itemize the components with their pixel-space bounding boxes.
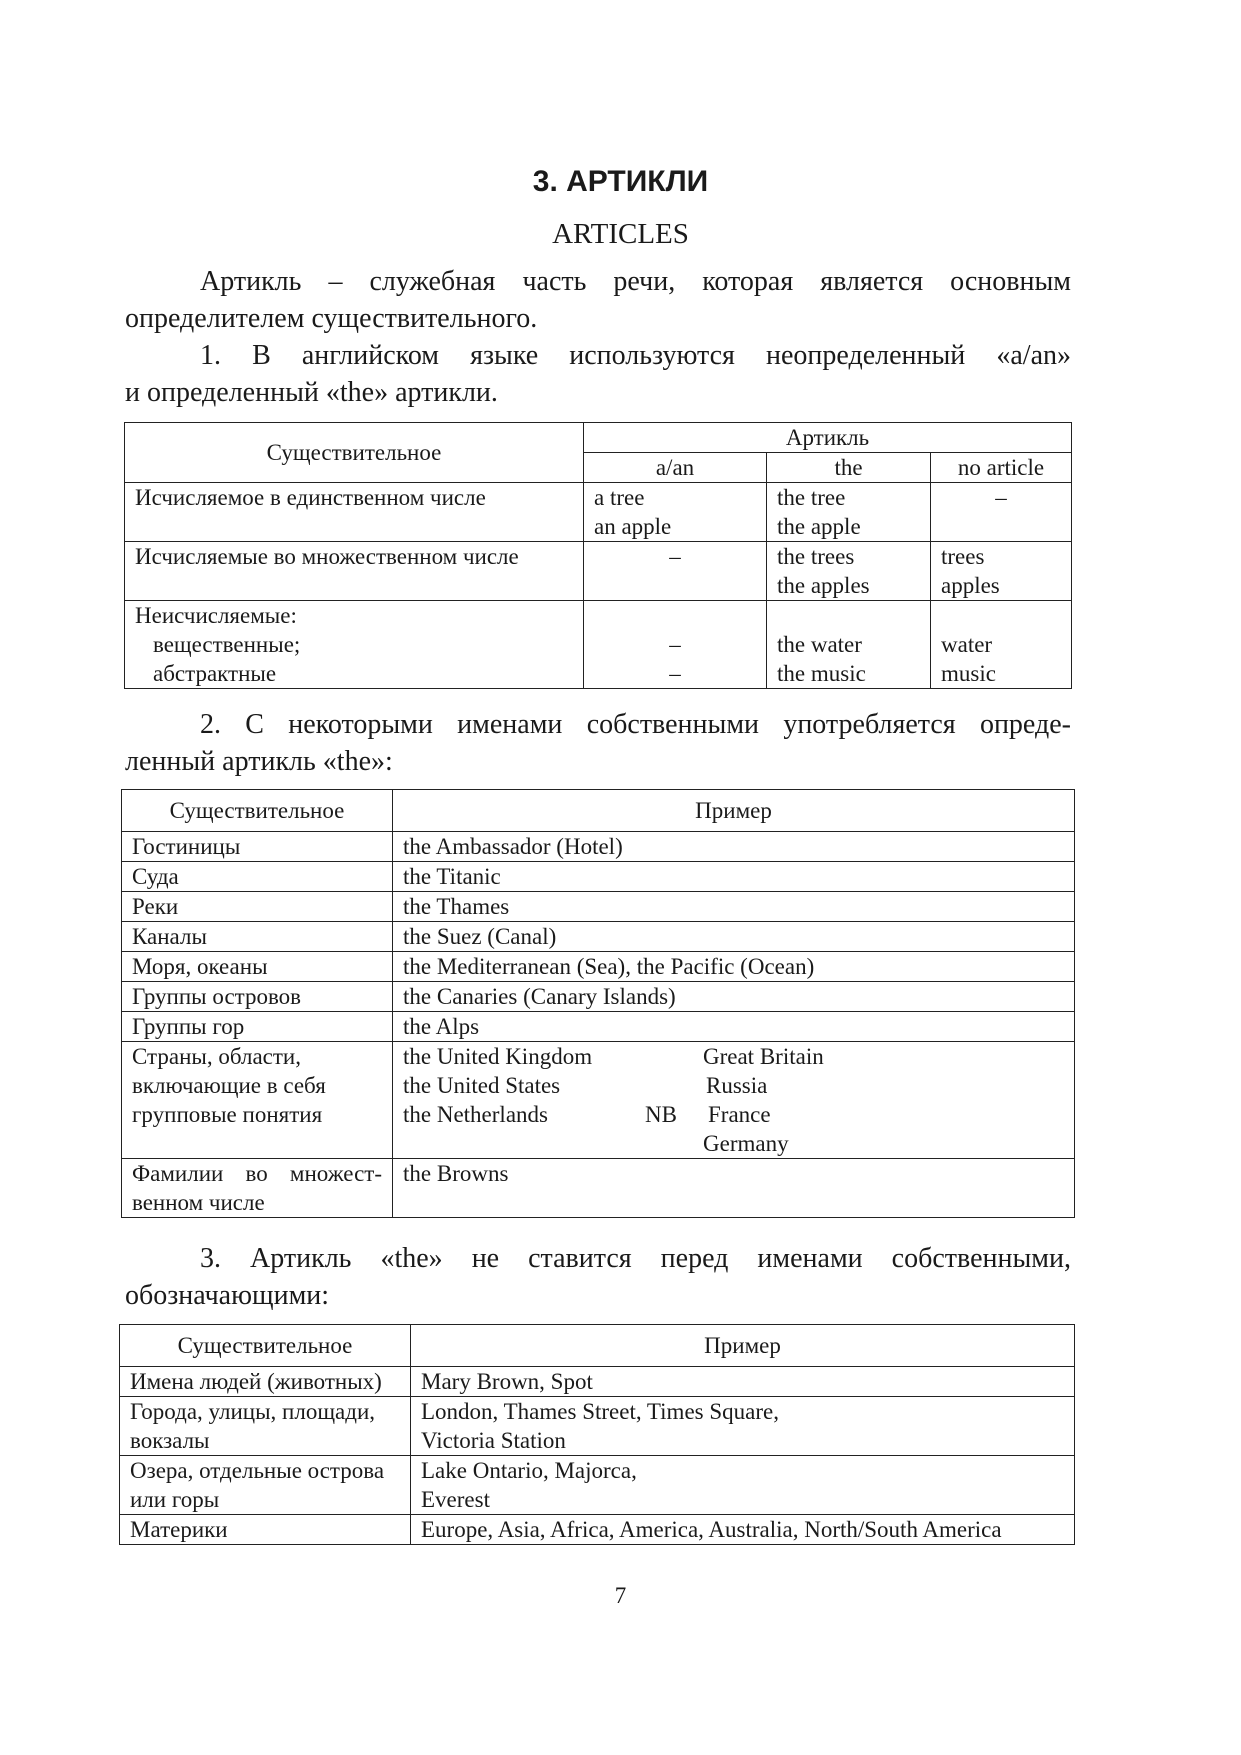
section1-paragraph (125, 337, 1071, 411)
t2-example: the Suez (Canal) (393, 922, 1075, 952)
countries-without-the: Great Britain Russia France Germany (703, 1044, 824, 1156)
t1-noun: Исчисляемые во множественном числе (125, 542, 584, 601)
section1-line-2: и определенный «the» артикли. (125, 377, 498, 408)
t3-noun: Материки (120, 1515, 411, 1545)
t1-header-a: a/an (584, 453, 767, 483)
table-row (122, 982, 1075, 1012)
t2-noun: Группы гор (122, 1012, 393, 1042)
t1-noun: Исчисляемое в единственном числе (125, 483, 584, 542)
chapter-title: 3. АРТИКЛИ (532, 165, 709, 198)
t2-noun: Фамилии во множест- венном числе (122, 1159, 393, 1218)
t2-noun: Гостиницы (122, 832, 393, 862)
t2-example: the Browns (393, 1159, 1075, 1218)
t1-the: the tree the apple (767, 483, 931, 542)
t2-example (393, 1042, 1075, 1159)
table-row (122, 892, 1075, 922)
t3-example: Lake Ontario, Majorca, Everest (411, 1456, 1075, 1515)
table-row (125, 601, 1072, 689)
intro-line-1: Артикль – служебная часть речи, которая является основным (200, 266, 1071, 297)
t1-header-article: Артикль (584, 423, 1072, 453)
table-row (120, 1367, 1075, 1397)
section1-line-1: 1. В английском языке используются неопределенный «a/an» (200, 340, 1071, 371)
t3-header-example: Пример (411, 1325, 1075, 1367)
table-row (125, 542, 1072, 601)
section3-line-2: обозначающими: (125, 1280, 330, 1311)
t3-noun: Города, улицы, площади, вокзалы (120, 1397, 411, 1456)
t1-the: the trees the apples (767, 542, 931, 601)
t1-a: – – (584, 601, 767, 689)
t1-a: – (584, 542, 767, 601)
table-row (122, 862, 1075, 892)
t3-example: Mary Brown, Spot (411, 1367, 1075, 1397)
t2-noun: Каналы (122, 922, 393, 952)
t1-noun: Неисчисляемые: вещественные; абстрактные (125, 601, 584, 689)
intro-line-2: определителем существительного. (125, 303, 538, 334)
t3-noun: Имена людей (животных) (120, 1367, 411, 1397)
t3-header-noun: Существительное (120, 1325, 411, 1367)
t2-noun: Группы островов (122, 982, 393, 1012)
t2-example: the Ambassador (Hotel) (393, 832, 1075, 862)
intro-paragraph (125, 263, 1071, 337)
section3-line-1: 3. Артикль «the» не ставится перед именами собственными, (200, 1243, 1071, 1274)
t2-noun: Реки (122, 892, 393, 922)
t3-noun: Озера, отдельные острова или горы (120, 1456, 411, 1515)
table-row (122, 1159, 1075, 1218)
t1-none: – (931, 483, 1072, 542)
countries-with-the: the United Kingdom the United States the Netherlands (403, 1044, 593, 1127)
table-row (120, 1397, 1075, 1456)
t1-header-the: the (767, 453, 931, 483)
t3-example: Europe, Asia, Africa, America, Australia, North/South America (411, 1515, 1075, 1545)
proper-names-without-the-table (119, 1324, 1075, 1545)
table-row (122, 832, 1075, 862)
chapter-subtitle: ARTICLES (552, 218, 689, 250)
table-row (122, 952, 1075, 982)
section2-paragraph (125, 706, 1071, 780)
section2-line-1: 2. С некоторыми именами собственными употребляется опреде- (200, 709, 1071, 740)
t2-example: the Canaries (Canary Islands) (393, 982, 1075, 1012)
t2-example: the Titanic (393, 862, 1075, 892)
table-row (122, 1042, 1075, 1159)
t1-header-none: no article (931, 453, 1072, 483)
t2-noun: Моря, океаны (122, 952, 393, 982)
t2-noun: Суда (122, 862, 393, 892)
t2-noun: Страны, области, включающие в себя групповые понятия (122, 1042, 393, 1159)
t1-none: trees apples (931, 542, 1072, 601)
section3-paragraph (125, 1240, 1071, 1314)
t3-example: London, Thames Street, Times Square, Victoria Station (411, 1397, 1075, 1456)
t1-the: the water the music (767, 601, 931, 689)
t2-example: the Mediterranean (Sea), the Pacific (Ocean) (393, 952, 1075, 982)
section2-line-2: ленный артикль «the»: (125, 746, 393, 777)
table-row (120, 1456, 1075, 1515)
proper-names-with-the-table (121, 789, 1075, 1218)
t2-header-noun: Существительное (122, 790, 393, 832)
t2-header-example: Пример (393, 790, 1075, 832)
articles-table (124, 422, 1072, 689)
table-row (122, 922, 1075, 952)
t1-none: water music (931, 601, 1072, 689)
table-row (125, 483, 1072, 542)
page-number: 7 (614, 1583, 627, 1608)
table-row (122, 1012, 1075, 1042)
t1-header-noun: Существительное (125, 423, 584, 483)
t2-example: the Alps (393, 1012, 1075, 1042)
nb-label: NB (645, 1102, 677, 1127)
table-row (120, 1515, 1075, 1545)
t1-a: a tree an apple (584, 483, 767, 542)
t2-example: the Thames (393, 892, 1075, 922)
